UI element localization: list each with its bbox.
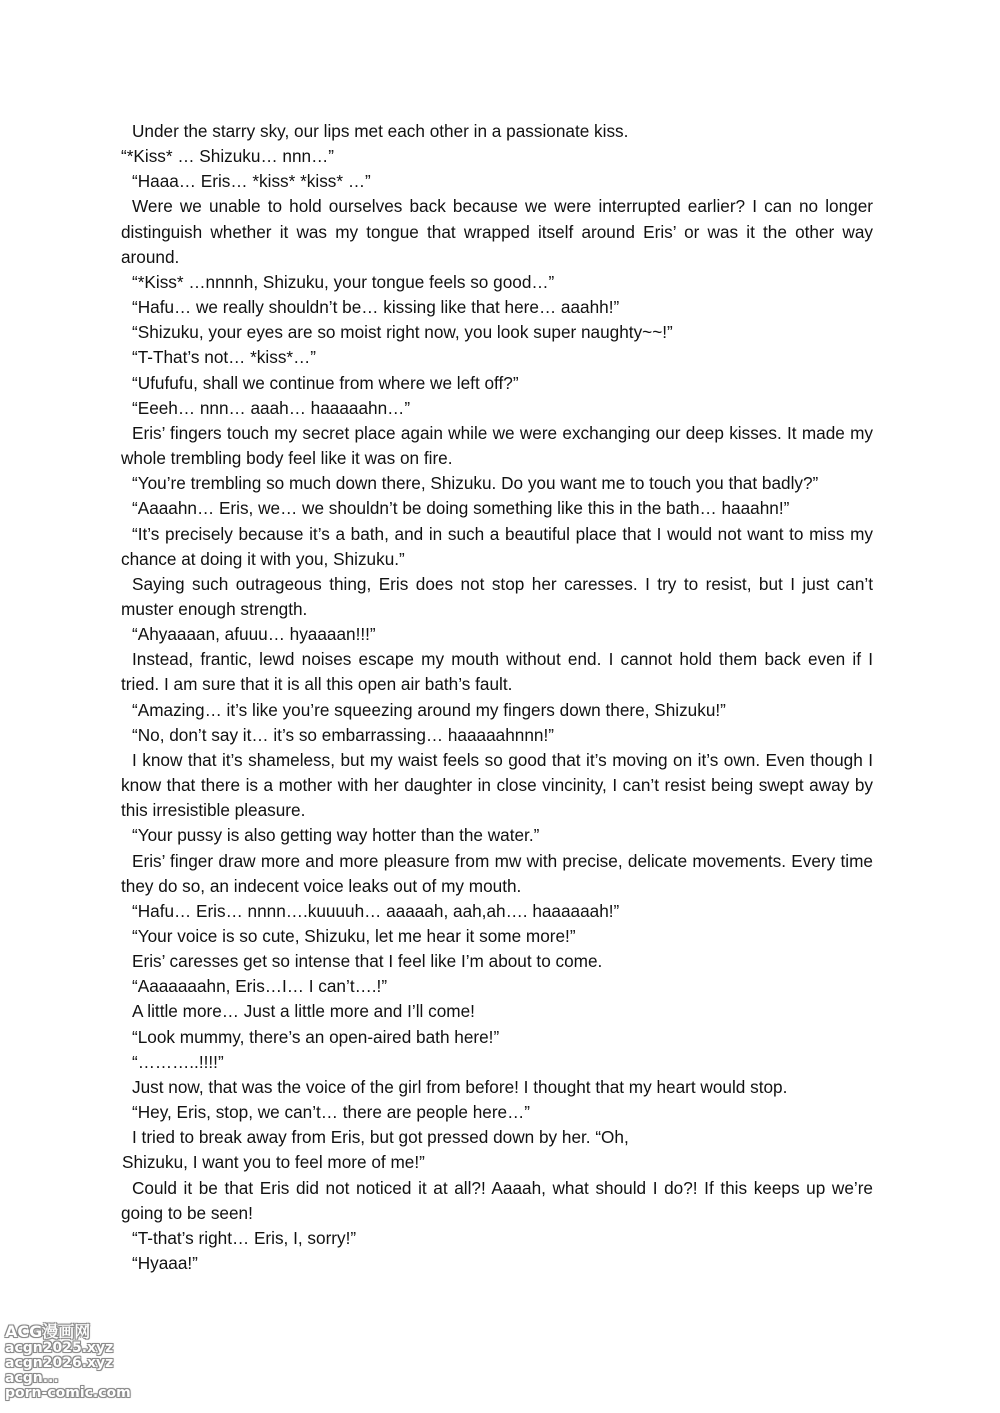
paragraph: Eris’ fingers touch my secret place again while we were exchanging our deep kisses. It made my whole trembling body feel like it was on fire. xyxy=(121,422,873,469)
paragraph: “Hey, Eris, stop, we can’t… there are people here…” xyxy=(132,1102,531,1123)
paragraph: “Shizuku, your eyes are so moist right now, you look super naughty~~!” xyxy=(132,322,673,343)
paragraph: “Aaaaaaahn, Eris…I… I can’t….!” xyxy=(132,976,388,997)
paragraph: Under the starry sky, our lips met each other in a passionate kiss. xyxy=(132,121,629,141)
paragraph: “You’re trembling so much down there, Shizuku. Do you want me to touch you that badly?” xyxy=(132,473,819,494)
paragraph: “Ahyaaaan, afuuu… hyaaaan!!!” xyxy=(132,624,376,645)
watermark-line: acgn2025.xyz xyxy=(5,1340,114,1356)
paragraph: “No, don’t say it… it’s so embarrassing… haaaaahnnn!” xyxy=(132,724,554,745)
paragraph: “Your voice is so cute, Shizuku, let me hear it some more!” xyxy=(132,926,576,946)
paragraph: “Ufufufu, shall we continue from where we left off?” xyxy=(132,372,519,393)
paragraph: “Hafu… we really shouldn’t be… kissing like that here… aaahh!” xyxy=(132,297,620,318)
watermark-line: ACG漫画网 xyxy=(5,1322,91,1341)
paragraph: “T-That’s not… *kiss*…” xyxy=(132,347,317,368)
paragraph: “………..!!!!” xyxy=(132,1051,224,1072)
paragraph: Instead, frantic, lewd noises escape my mouth without end. I cannot hold them back even if I tried. I am sure that it is all this open air bath’s fault. xyxy=(121,649,873,695)
paragraph: Just now, that was the voice of the girl from before! I thought that my heart would stop. xyxy=(132,1076,788,1097)
paragraph: Eris’ caresses get so intense that I feel like I’m about to come. xyxy=(132,951,603,972)
paragraph: Eris’ finger draw more and more pleasure from mw with precise, delicate movements. Every time they do so, an indecent voice leaks out of my mouth. xyxy=(121,850,873,896)
paragraph: “Eeeh… nnn… aaah… haaaaahn…” xyxy=(132,397,411,418)
paragraph: Could it be that Eris did not noticed it at all?! Aaaah, what should I do?! If this keeps up we’re going to be seen! xyxy=(121,1177,873,1223)
paragraph: “It’s precisely because it’s a bath, and in such a beautiful place that I would not want to miss my chance at doing it with you, Shizuku.” xyxy=(121,523,873,569)
paragraph: “*Kiss* … Shizuku… nnn…” xyxy=(121,146,335,167)
paragraph: “Haaa… Eris… *kiss* *kiss* …” xyxy=(132,171,371,192)
paragraph: Shizuku, I want you to feel more of me!” xyxy=(122,1152,425,1173)
paragraph: “Aaaahn… Eris, we… we shouldn’t be doing something like this in the bath… haaahn!” xyxy=(132,498,790,519)
paragraph: Saying such outrageous thing, Eris does not stop her caresses. I try to resist, but I just can’t muster enough strength. xyxy=(121,573,873,619)
paragraph: I tried to break away from Eris, but got pressed down by her. “Oh, xyxy=(132,1127,629,1148)
paragraph: “T-that’s right… Eris, I, sorry!” xyxy=(132,1227,357,1248)
story-text xyxy=(121,119,873,1276)
paragraph: “Your pussy is also getting way hotter than the water.” xyxy=(132,825,540,846)
watermark-line: porn-comic.com xyxy=(5,1385,131,1401)
paragraph: “*Kiss* …nnnnh, Shizuku, your tongue feels so good…” xyxy=(132,271,555,292)
paragraph: I know that it’s shameless, but my waist feels so good that it’s moving on it’s own. Even though I know that there is a mother with her daughter in close vincinity, I can’t resist being swept away by this irresistible pleasure. xyxy=(121,749,873,821)
paragraph: “Hyaaa!” xyxy=(132,1253,198,1274)
watermark-line: acgn... xyxy=(5,1370,59,1386)
paragraph: “Hafu… Eris… nnnn….kuuuuh… aaaaah, aah,ah…. haaaaaah!” xyxy=(132,900,620,921)
paragraph: “Amazing… it’s like you’re squeezing around my fingers down there, Shizuku!” xyxy=(132,699,726,720)
paragraph: A little more… Just a little more and I’ll come! xyxy=(132,1001,475,1022)
watermark-line: acgn2026.xyz xyxy=(5,1355,114,1371)
paragraph: “Look mummy, there’s an open-aired bath here!” xyxy=(132,1026,500,1047)
paragraph: Were we unable to hold ourselves back because we were interrupted earlier? I can no longer distinguish whether it was my tongue that wrapped itself around Eris’ or was it the other way around. xyxy=(121,196,873,267)
site-watermark xyxy=(5,1322,135,1401)
